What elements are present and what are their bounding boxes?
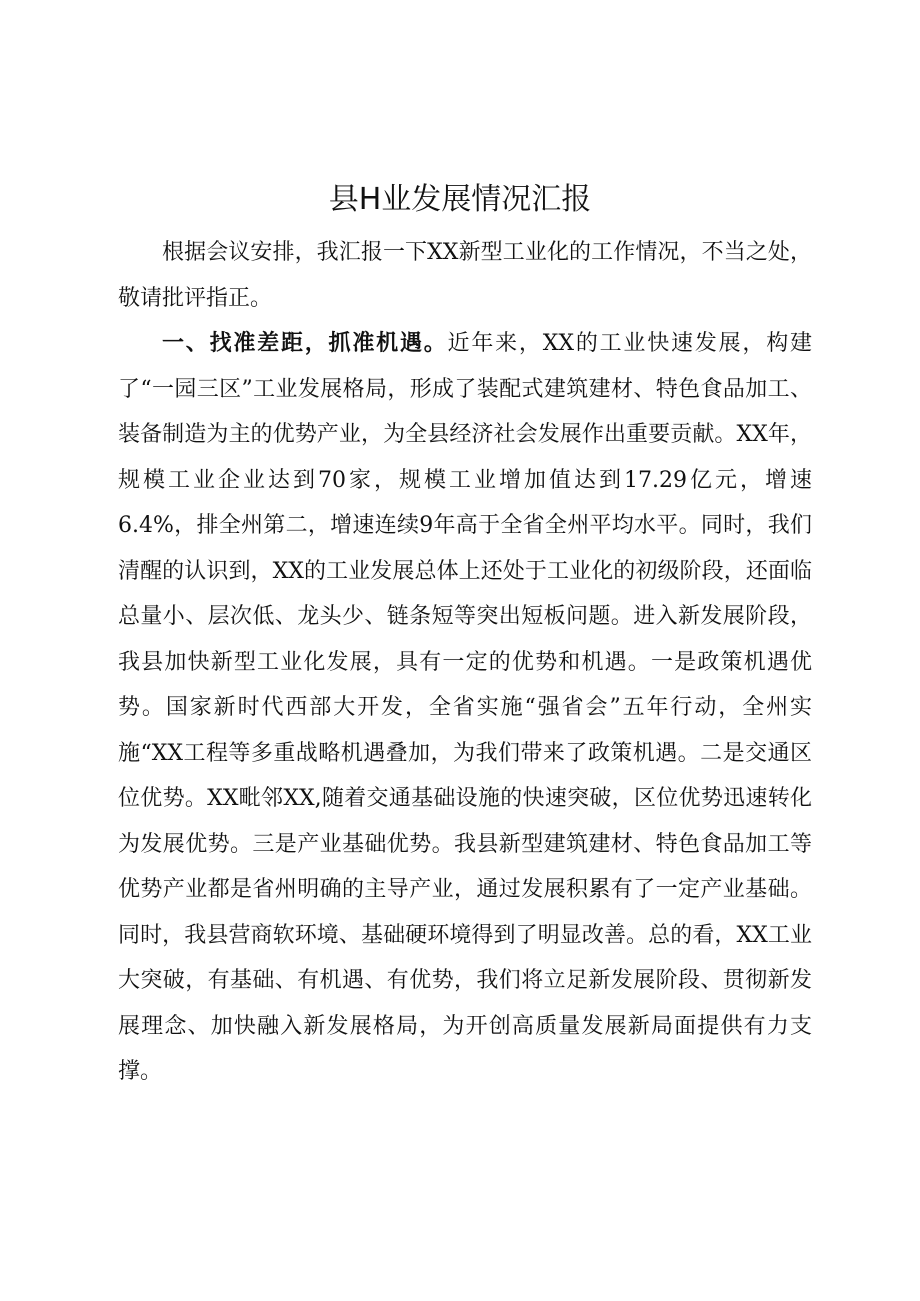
section-one-body: 近年来，XX的工业快速发展，构建了“一园三区”工业发展格局，形成了装配式建筑建材、特色食品加工、装备制造为主的优势产业，为全县经济社会发展作出重要贡献。XX年，规模工业企业达到70家，规模工业增加值达到17.29亿元，增速6.4%，排全州第二，增速连续9年高于全省全州平均水平。同时，我们清醒的认识到，XX的工业发展总体上还处于工业化的初级阶段，还面临总量小、层次低、龙头少、链条短等突出短板问题。进入新发展阶段，我县加快新型工业化发展，具有一定的优势和机遇。一是政策机遇优势。国家新时代西部大开发，全省实施“强省会”五年行动，全州实施“XX工程等多重战略机遇叠加，为我们带来了政策机遇。二是交通区位优势。XX毗邻XX,随着交通基础设施的快速突破，区位优势迅速转化为发展优势。三是产业基础优势。我县新型建筑建材、特色食品加工等优势产业都是省州明确的主导产业，通过发展积累有了一定产业基础。同时，我县营商软环境、基础硬环境得到了明显改善。总的看，XX工业大突破，有基础、有机遇、有优势，我们将立足新发展阶段、贯彻新发展理念、加快融入新发展格局，为开创高质量发展新局面提供有力支撑。 <box>118 331 812 1084</box>
intro-paragraph: 根据会议安排，我汇报一下XX新型工业化的工作情况，不当之处，敬请批评指正。 <box>118 240 812 311</box>
section-one-paragraph <box>118 321 812 1095</box>
section-one-heading: 一、找准差距，抓准机遇。 <box>162 331 448 356</box>
document-title: 县H业发展情况汇报 <box>328 182 592 217</box>
